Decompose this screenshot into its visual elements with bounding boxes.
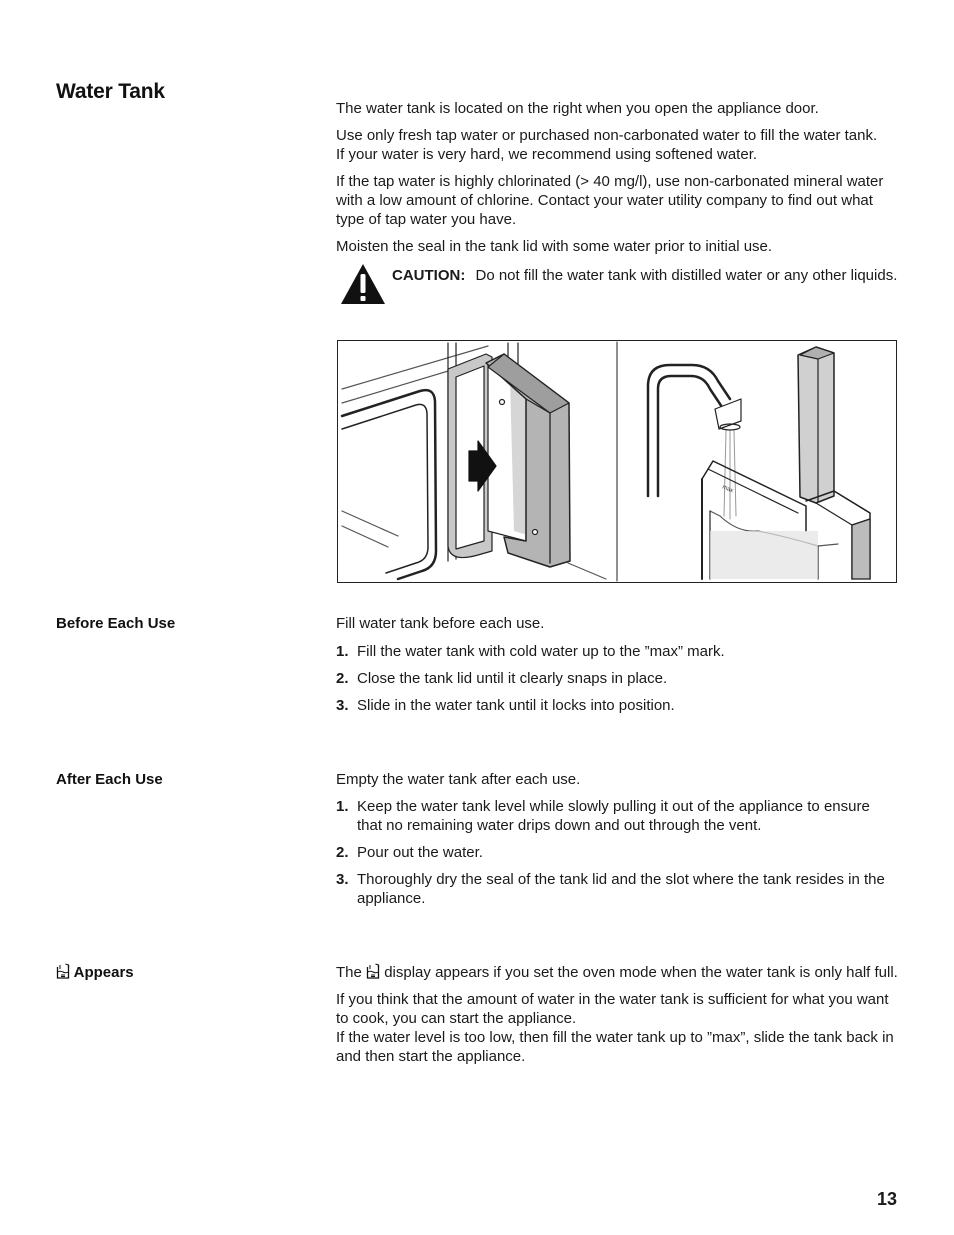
step-text: Keep the water tank level while slowly pulling it out of the appliance to ensure that no remaining water drips down and out through the vent. <box>357 798 870 834</box>
caution-text: Do not fill the water tank with distilled water or any other liquids. <box>475 267 898 284</box>
after-each-use-section <box>336 770 898 916</box>
tank-drawing <box>338 341 896 582</box>
caution-label: CAUTION: <box>392 267 466 284</box>
step-text: Fill the water tank with cold water up to the ”max” mark. <box>357 643 725 660</box>
page-number: 13 <box>876 1189 897 1209</box>
list-item <box>336 696 898 715</box>
list-item <box>336 642 898 661</box>
water-tank-icon <box>366 963 380 979</box>
page-title: Water Tank <box>56 80 165 103</box>
before-each-use-section <box>336 614 898 723</box>
intro-paragraph: Use only fresh tap water or purchased non-carbonated water to fill the water tank. If your water is very hard, we recommend using softened water. <box>336 127 878 163</box>
list-item <box>336 843 898 862</box>
list-item <box>336 669 898 688</box>
max-mark-label: max <box>721 484 734 495</box>
step-text: Close the tank lid until it clearly snaps in place. <box>357 670 668 687</box>
intro-paragraph: If the tap water is highly chlorinated (> 40 mg/l), use non-carbonated mineral water with a low amount of chlorine. Contact your water utility company to find out what type of tap water you have. <box>336 173 884 228</box>
after-each-use-lead: Empty the water tank after each use. <box>336 771 581 788</box>
step-text: Slide in the water tank until it locks into position. <box>357 697 675 714</box>
list-item <box>336 797 898 835</box>
appears-heading-text: Appears <box>73 964 134 981</box>
step-number: 1. <box>336 643 349 660</box>
after-each-use-heading: After Each Use <box>56 771 163 788</box>
appears-heading <box>56 963 134 981</box>
intro-paragraph: Moisten the seal in the tank lid with some water prior to initial use. <box>336 238 773 255</box>
appears-paragraph: If you think that the amount of water in the water tank is sufficient for what you want to cook, you can start the appliance. If the water level is too low, then fill the water tank up to ”max”, slide the tank back in and then start the appliance. <box>336 991 894 1065</box>
before-each-use-heading: Before Each Use <box>56 615 176 632</box>
step-number: 1. <box>336 798 349 815</box>
intro-section <box>336 99 898 310</box>
intro-paragraph: The water tank is located on the right when you open the appliance door. <box>336 100 819 117</box>
water-tank-icon <box>56 963 70 979</box>
step-number: 3. <box>336 697 349 714</box>
caution-note <box>336 266 898 310</box>
step-text: Pour out the water. <box>357 844 483 861</box>
step-number: 3. <box>336 871 349 888</box>
warning-triangle-icon <box>340 263 386 305</box>
before-each-use-lead: Fill water tank before each use. <box>336 615 545 632</box>
step-text: Thoroughly dry the seal of the tank lid and the slot where the tank resides in the appliance. <box>357 871 885 907</box>
step-number: 2. <box>336 844 349 861</box>
appears-section <box>336 963 898 1074</box>
step-number: 2. <box>336 670 349 687</box>
water-tank-illustration <box>337 340 897 583</box>
list-item <box>336 870 898 908</box>
appears-paragraph: The display appears if you set the oven mode when the water tank is only half full. <box>336 964 898 981</box>
